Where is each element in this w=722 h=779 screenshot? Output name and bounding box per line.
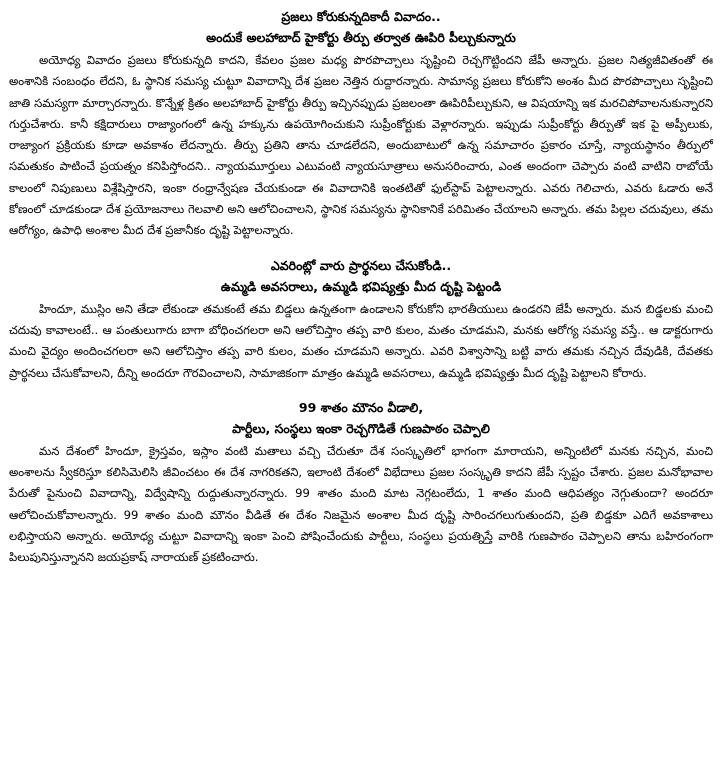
section-silent-majority	[9, 397, 713, 569]
section-ayodhya-verdict	[9, 6, 713, 242]
section-gap	[9, 242, 713, 255]
section-heading-line-2: అందుకే అలహాబాద్ హైకోర్టు తీర్పు తర్వాత ఊపిరి పీల్చుకున్నారు	[206, 30, 516, 45]
section-body-paragraph: అయోధ్య వివాదం ప్రజలు కోరుకున్నది కాదని, కేవలం ప్రజల మధ్య పొరపొచ్చాలు సృష్టించి రెచ్చగొట్టిందని జేపీ అన్నారు. ప్రజల నిత్యజీవితంతో ఈ అంశానికి సంబంధం లేదని, ఓ స్థానిక సమస్య చుట్టూ వివాదాన్ని దేశ ప్రజల నెత్తిన రుద్దారన్నారు. సామాన్య ప్రజలు కోరుకోని అంశం మీద పొరపొచ్చాలు సృష్టించి జాతి సమస్యగా మార్చారన్నారు. కొన్నేళ్ల క్రితం అలహాబాద్ హైకోర్టు తీర్పు ఇచ్చినప్పుడు ప్రజలంతా ఊపిరిపీల్చుకుని, ఆ విషయాన్ని ఇక మరచిపోవాలనుకున్నారని గుర్తుచేశారు. కానీ కక్షిదారులు రాజ్యాంగంలో ఉన్న హక్కును ఉపయోగించుకుని సుప్రీంకోర్టుకు వెళ్లారన్నారు. ఇప్పుడు సుప్రీంకోర్టు తీర్పుతో ఇక పై అప్పీలుకు, రాజ్యాంగ ప్రక్రియకు కూడా అవకాశం లేదన్నారు. తీర్పు ప్రతిని తాను చూడలేదని, అందుబాటులో ఉన్న సమాచారం ప్రకారం చూస్తే, న్యాయస్థానం తీర్పులో సమతుకం పాటించే ప్రయత్నం కనిపిస్తోందని.. న్యాయమూర్తులు ఎటువంటి న్యాయసూత్రాలు అనుసరించారు, ఎంత అందంగా చెప్పారు వంటి వాటిని రాబోయే కాలంలో నిపుణులు విశ్లేషిస్తారని, ఇంకా రంధ్రాన్వేషణ చేయకుండా ఈ వివాదానికి ఇంతటితో ఫుల్‌స్టాప్ పెట్టాలన్నారు. ఎవరు గెలిచారు, ఎవరు ఓడారు అనే కోణంలో చూడకుండా దేశ ప్రయోజనాలు గెలవాలి అని ఆలోచించాలని, స్థానిక సమస్యను స్థానికానికే పరిమితం చేయాలని అన్నారు. తమ పిల్లల చదువులు, తమ ఆరోగ్యం, ఉపాధి అంశాల మీద దేశ ప్రజానీకం దృష్టి పెట్టాలన్నారు.	[9, 53, 713, 238]
section-body-paragraph: హిందూ, ముస్లిం అని తేడా లేకుండా తమకంటే తమ బిడ్డలు ఉన్నతంగా ఉండాలని కోరుకోని భారతీయులు ఉండరని జేపీ అన్నారు. మన బిడ్డలకు మంచి చదువు కావాలంటే.. ఆ పంతులుగారు బాగా బోధించగలరా అని ఆలోచిస్తాం తప్ప వారి కులం, మతం చూడమని, మనకు ఆరోగ్య సమస్య వస్తే.. ఆ డాక్టరుగారు మంచి వైద్యం అందించగలరా అని ఆలోచిస్తాం తప్ప వారి కులం, మతం చూడమని అన్నారు. ఎవరి విశ్వాసాన్ని బట్టి వారు తమకు నచ్చిన దేవుడికి, దేవతకు ప్రార్థనలు చేసుకోవాలని, దీన్ని అందరూ గౌరవించాలని, సామాజికంగా మాత్రం ఉమ్మడి అవసరాలు, ఉమ్మడి భవిష్యత్తు మీద దృష్టి పెట్టాలని కోరారు.	[9, 301, 713, 380]
section-prayers	[9, 255, 713, 384]
section-heading-line-1: ప్రజలు కోరుకున్నదికాదీ వివాదం..	[281, 9, 441, 24]
section-heading-line-1: 99 శాతం మౌనం వీడాలి,	[298, 399, 424, 415]
section-body-paragraph: మన దేశంలో హిందూ, క్రైస్తవం, ఇస్లాం వంటి మతాలు వచ్చి చేరుతూ దేశ సంస్కృతిలో భాగంగా మారాయని, అన్నింటిలో మనకు నచ్చిన, మంచి అంశాలను స్వీకరిస్తూ కలిసిమెలిసి జీవించటం ఈ దేశ నాగరికతని, ఇలాంటి దేశంలో విభేదాలు ప్రజల సంస్కృతి కాదని జేపీ స్పష్టం చేశారు. ప్రజల మనోభావాల పేరుతో పైనుంచి వివాదాన్ని, విద్వేషాన్ని రుద్దుతున్నారన్నారు. 99 శాతం మంది మాట నెగ్గటంలేదు, 1 శాతం మంది ఆధిపత్యం నెగ్గుతుందా? అందరూ ఆలోచించుకోవాలన్నారు. 99 శాతం మంది మౌనం వీడితే ఈ దేశం నిజమైన అంశాల మీద దృష్టి సారించగలుగుతుందని, ప్రతి బిడ్డకూ ఎదిగే అవకాశాలు లభిస్తాయని అన్నారు. అయోధ్య చుట్టూ వివాదాన్ని ఇంకా పెంచి పోషించేందుకు పార్టీలు, సంస్థలు ప్రయత్నిస్తే వారికి గుణపాఠం చెప్పాలని తాను బహిరంగంగా పిలుపునిస్తున్నానని జయప్రకాష్ నారాయణ్ ప్రకటించారు.	[9, 443, 713, 565]
section-heading-line-2: పార్టీలు, సంస్థలు ఇంకా రెచ్చగొడితే గుణపాఠం చెప్పాలి	[232, 420, 490, 436]
section-heading-line-1: ఎవరింట్లో వారు ప్రార్థనలు చేసుకోండి..	[270, 257, 452, 273]
section-gap	[9, 384, 713, 397]
section-heading-line-2: ఉమ్మడి అవసరాలు, ఉమ్మడి భవిష్యత్తు మీద దృష్టి పెట్టండి	[220, 278, 502, 294]
